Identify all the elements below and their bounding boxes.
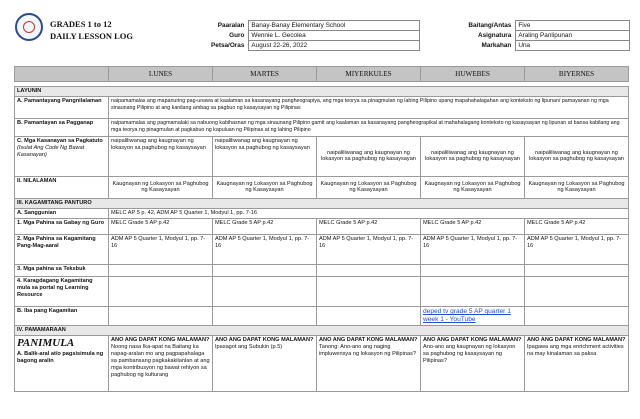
info-label: Markahan (481, 42, 512, 49)
row-label: B. Iba pang Kagamitan (15, 306, 109, 325)
empty-cell (109, 306, 213, 325)
kasanayan-cell: naipaliliwanag ang kaugnayan ng lokasyon sa paghubog ng kasaysayan (213, 136, 317, 176)
layunin-row (15, 87, 629, 97)
empty-cell (525, 306, 629, 325)
empty-cell (525, 276, 629, 306)
day-header: BIYERNES (525, 67, 629, 82)
empty-cell (525, 264, 629, 276)
karagdagan-row (15, 276, 629, 306)
deped-seal-icon (15, 13, 43, 41)
sanggunian-row (15, 208, 629, 218)
cell-body: Ano-ano ang kaugnayan ng lokasyon sa paghubog ng kasaysayan ng Pilipinas? (423, 344, 516, 365)
section-heading: LAYUNIN (15, 87, 629, 97)
balik-aral-cell (317, 336, 421, 392)
empty-cell (213, 276, 317, 306)
cell-body: Ipasagot ang Subukin (p.5) (215, 344, 283, 351)
cell-heading: ANO ANG DAPAT KONG MALAMAN? (319, 337, 418, 344)
balik-aral-label: A. Balik-aral at/o pagsisimula ng bagong aralin (17, 351, 104, 365)
section-heading: III. KAGAMITANG PANTURO (15, 198, 629, 208)
balik-aral-cell (525, 336, 629, 392)
empty-cell (421, 276, 525, 306)
gabay-cell: MELC Grade 5 AP p.42 (421, 218, 525, 234)
days-header-row (15, 67, 629, 82)
balik-aral-cell (421, 336, 525, 392)
day-header: HUWEBES (421, 67, 525, 82)
kagamitan-cell: ADM AP 5 Quarter 1, Modyul 1, pp. 7-16 (109, 234, 213, 264)
info-table-left (180, 20, 420, 51)
sanggunian-text: MELC AP 5 p. 42, ADM AP 5 Quarter 1, Modyul 1, pp. 7-16 (109, 208, 629, 218)
row-label: B. Pamantayan sa Pagganap (15, 118, 109, 136)
row-label: 4. Karagdagang Kagamitang mula sa portal ng Learning Resource (15, 276, 109, 306)
empty-cell (317, 264, 421, 276)
date-value: August 22-26, 2022 (249, 41, 420, 51)
row-label: A. Pamantayang Pangnilalaman (15, 96, 109, 118)
empty-cell (213, 264, 317, 276)
info-table-right (420, 20, 630, 51)
title-line-2: DAILY LESSON LOG (50, 31, 133, 41)
teksbuk-row (15, 264, 629, 276)
balik-aral-row (15, 336, 629, 392)
day-header: LUNES (109, 67, 213, 82)
gabay-cell: MELC Grade 5 AP p.42 (213, 218, 317, 234)
empty-cell (421, 264, 525, 276)
youtube-link-cell (421, 306, 525, 325)
kagamitan-cell: ADM AP 5 Quarter 1, Modyul 1, pp. 7-16 (317, 234, 421, 264)
row-label (15, 136, 109, 176)
kasanayan-cell: naipaliliwanag ang kaugnayan ng lokasyon sa paghubog ng kasaysayan (421, 136, 525, 176)
pamantayang-pangnilalaman-row (15, 96, 629, 118)
empty-cell (213, 306, 317, 325)
panimula-heading: PANIMULA (17, 337, 75, 350)
cell-body: Noong nasa Ika-apat na Baitang ka napag-aralan mo ang pagpapahalaga sa pambansang pagkakakilanlan at ang mga kontribusyon ng bawat rehiyon sa paghubog ng kulturang (111, 344, 210, 379)
info-label: Petsa/Oras (211, 42, 245, 49)
gabay-cell: MELC Grade 5 AP p.42 (317, 218, 421, 234)
info-label: Asignatura (477, 32, 512, 39)
cell-body: Tanong: Ano-ano ang naging impluwensya ng lokasyon ng Pilipinas? (319, 344, 417, 358)
lesson-log-header (0, 0, 640, 60)
nilalaman-cell: Kaugnayan ng Lokasyon sa Paghubog ng Kasaysayan (525, 176, 629, 198)
gabay-cell: MELC Grade 5 AP p.42 (109, 218, 213, 234)
kagamitan-cell: ADM AP 5 Quarter 1, Modyul 1, pp. 7-16 (525, 234, 629, 264)
kasanayan-label: C. Mga Kasanayan sa Pagkatuto (17, 137, 103, 144)
nilalaman-cell: Kaugnayan ng Lokasyon sa Paghubog ng Kasaysayan (213, 176, 317, 198)
grade-value: Five (516, 21, 630, 31)
empty-cell (109, 276, 213, 306)
pamantayang-pangnilalaman-text: naipamamalas ang mapanuring pag-unawa at kaalaman sa kasanayang pangheograpiya, ang mga teorya sa pinagmulan ng lahing Pilipino upang mapahahalagahan ang konteksto ng lipunan/ pamayanan ng mga sinaunang Pilipino at ang kanilang ambag sa pagbuo ng kasaysayan ng Pilipinas (109, 96, 629, 118)
row-label: 3. Mga pahina sa Teksbuk (15, 264, 109, 276)
kagamitan-cell: ADM AP 5 Quarter 1, Modyul 1, pp. 7-16 (421, 234, 525, 264)
row-label (15, 336, 109, 392)
gabay-guro-row (15, 218, 629, 234)
school-value: Banay-Banay Elementary School (249, 21, 420, 31)
empty-cell (109, 264, 213, 276)
subject-value: Araling Panlipunan (516, 31, 630, 41)
teacher-value: Wennie L. Gecolea (249, 31, 420, 41)
nilalaman-cell: Kaugnayan ng Lokasyon sa Paghubog ng Kasaysayan (109, 176, 213, 198)
cell-heading: ANO ANG DAPAT KONG MALAMAN? (215, 337, 314, 344)
empty-cell (317, 276, 421, 306)
corner-cell (15, 67, 109, 82)
kagamitan-cell: ADM AP 5 Quarter 1, Modyul 1, pp. 7-16 (213, 234, 317, 264)
day-header: MIYERKULES (317, 67, 421, 82)
gabay-cell: MELC Grade 5 AP p.42 (525, 218, 629, 234)
kagamitang-panturo-row (15, 198, 629, 208)
pamamaraan-row (15, 326, 629, 336)
day-header: MARTES (213, 67, 317, 82)
info-label: Paaralan (217, 22, 245, 29)
section-heading: IV. PAMAMARAAN (15, 326, 629, 336)
kasanayan-row (15, 136, 629, 176)
kasanayan-cell: naipaliliwanag ang kaugnayan ng lokasyon sa paghubog ng kasaysayan (525, 136, 629, 176)
nilalaman-cell: Kaugnayan ng Lokasyon sa Paghubog ng Kasaysayan (421, 176, 525, 198)
row-label: II. NILALAMAN (15, 176, 109, 198)
empty-cell (317, 306, 421, 325)
quarter-value: Una (516, 41, 630, 51)
lesson-log-table (14, 66, 629, 392)
info-label: Guro (229, 32, 245, 39)
info-label: Baitang/Antas (468, 22, 512, 29)
kasanayan-cell: naipaliliwanag ang kaugnayan ng lokasyon sa paghubog ng kasaysayan (109, 136, 213, 176)
balik-aral-cell (213, 336, 317, 392)
iba-pang-kagamitan-row (15, 306, 629, 325)
kasanayan-sublabel: (Isulat Ang Code Ng Bawat Kasanayan) (17, 144, 85, 158)
pamantayan-pagganap-text: naipamamalas ang pagmamalaki sa nabuong kabihasnan ng mga sinaunang Pilipino gamit ang kaalaman sa kasanayang pangheograpikal at mahahalagang konteksto ng kasaysayan ng lipunan at bansa kabilang ang mga teorya ng pinagmulan at pagkabuo ng kapuluan ng Pilipinas at ng lahing Pilipino (109, 118, 629, 136)
row-label: 2. Mga Pahina sa Kagamitang Pang-Mag-aaral (15, 234, 109, 264)
cell-heading: ANO ANG DAPAT KONG MALAMAN? (423, 337, 522, 344)
cell-body: Ipagawa ang mga enrichment activities na may kinalaman sa paksa (527, 344, 624, 358)
row-label: 1. Mga Pahina sa Gabay ng Guro (15, 218, 109, 234)
nilalaman-row (15, 176, 629, 198)
kasanayan-cell: naipaliliwanag ang kaugnayan ng lokasyon sa paghubog ng kasaysayan (317, 136, 421, 176)
pamantayan-pagganap-row (15, 118, 629, 136)
cell-heading: ANO ANG DAPAT KONG MALAMAN? (111, 337, 210, 344)
cell-heading: ANO ANG DAPAT KONG MALAMAN? (527, 337, 626, 344)
row-label: A. Sanggunian (15, 208, 109, 218)
youtube-link[interactable]: deped tv grade 5 AP quarter 1 week 1 - YouTube (423, 307, 511, 324)
title-line-1: GRADES 1 to 12 (50, 19, 112, 29)
balik-aral-cell (109, 336, 213, 392)
nilalaman-cell: Kaugnayan ng Lokasyon sa Paghubog ng Kasaysayan (317, 176, 421, 198)
kagamitang-mag-aaral-row (15, 234, 629, 264)
